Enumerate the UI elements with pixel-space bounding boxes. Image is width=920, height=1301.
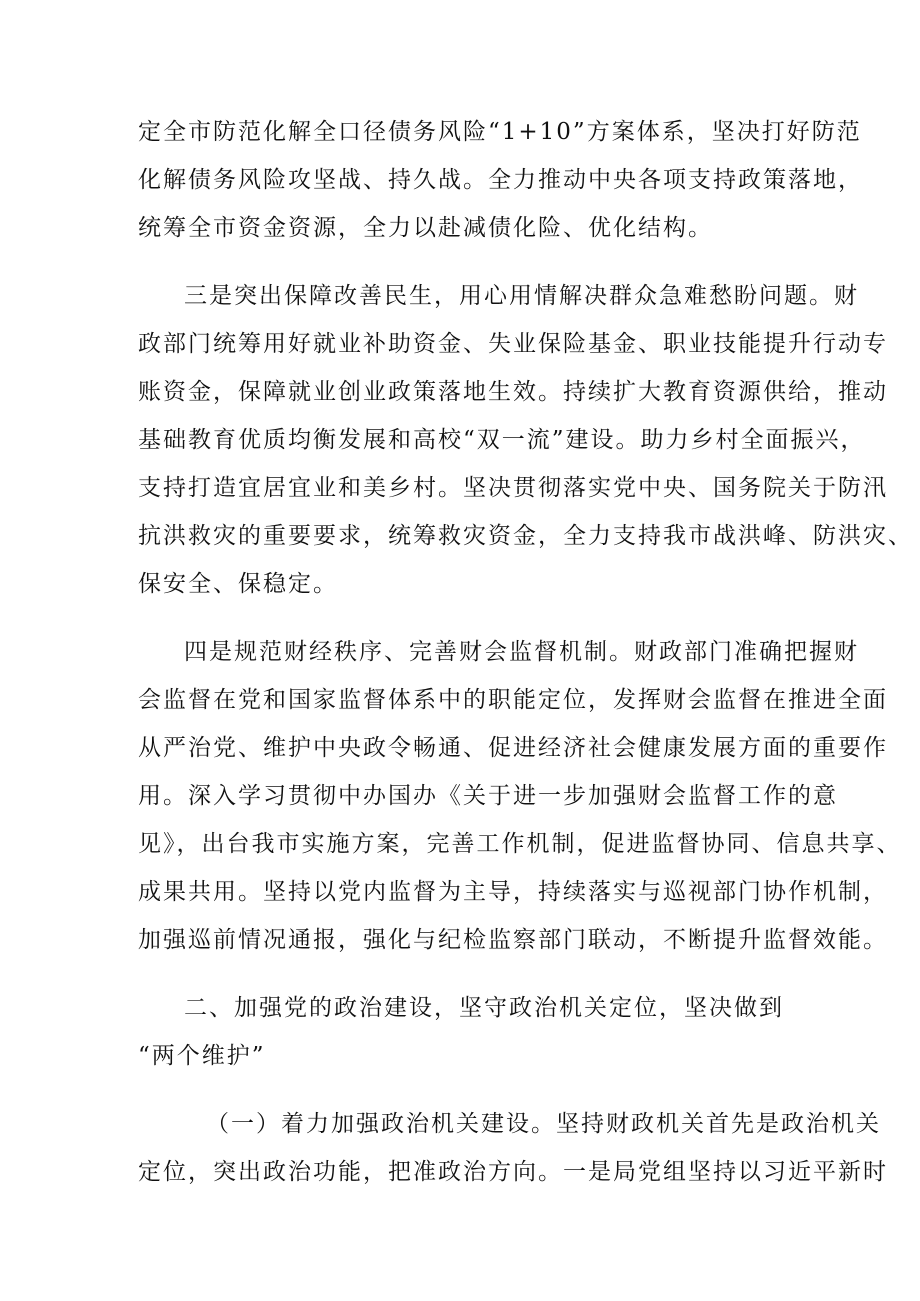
text-line: 政部门统筹用好就业补助资金、失业保险基金、职业技能提升行动专 xyxy=(138,331,888,357)
section-heading-line: “两个维护” xyxy=(138,1043,266,1069)
text-line: 保安全、保稳定。 xyxy=(138,571,338,597)
text-line: 成果共用。坚持以党内监督为主导，持续落实与巡视部门协作机制， xyxy=(138,879,888,905)
text-line: 用。深入学习贯彻中办国办《关于进一步加强财会监督工作的意 xyxy=(138,783,838,809)
text-line: 从严治党、维护中央政令畅通、促进经济社会健康发展方面的重要作 xyxy=(138,735,888,761)
text-line: 账资金，保障就业创业政策落地生效。持续扩大教育资源供给，推动 xyxy=(138,379,888,405)
text-line: 加强巡前情况通报，强化与纪检监察部门联动，不断提升监督效能。 xyxy=(138,927,888,953)
paragraph-start-line: （一）着力加强政治机关建设。坚持财政机关首先是政治机关 xyxy=(206,1111,881,1137)
paragraph-start-line: 三是突出保障改善民生，用心用情解决群众急难愁盼问题。财 xyxy=(184,283,859,309)
text-line: 化解债务风险攻坚战、持久战。全力推动中央各项支持政策落地， xyxy=(138,167,863,193)
paragraph-start-line: 四是规范财经秩序、完善财会监督机制。财政部门准确把握财 xyxy=(184,639,859,665)
text-line: 支持打造宜居宜业和美乡村。坚决贯彻落实党中央、国务院关于防汛 xyxy=(138,475,888,501)
text-line: 见》，出台我市实施方案，完善工作机制，促进监督协同、信息共享、 xyxy=(138,831,902,857)
text-line: 抗洪救灾的重要要求，统筹救灾资金，全力支持我市战洪峰、防洪灾、 xyxy=(138,523,913,549)
text-line: 会监督在党和国家监督体系中的职能定位，发挥财会监督在推进全面 xyxy=(138,687,888,713)
text-line: 基础教育优质均衡发展和高校“双一流”建设。助力乡村全面振兴， xyxy=(138,427,866,453)
section-heading-line: 二、加强党的政治建设，坚守政治机关定位，坚决做到 xyxy=(184,995,784,1021)
text-line: 定全市防范化解全口径债务风险“1+10”方案体系，坚决打好防范 xyxy=(138,119,862,145)
text-line: 定位，突出政治功能，把准政治方向。一是局党组坚持以习近平新时 xyxy=(138,1159,888,1185)
text-line: 统筹全市资金资源，全力以赴减债化险、优化结构。 xyxy=(138,215,713,241)
